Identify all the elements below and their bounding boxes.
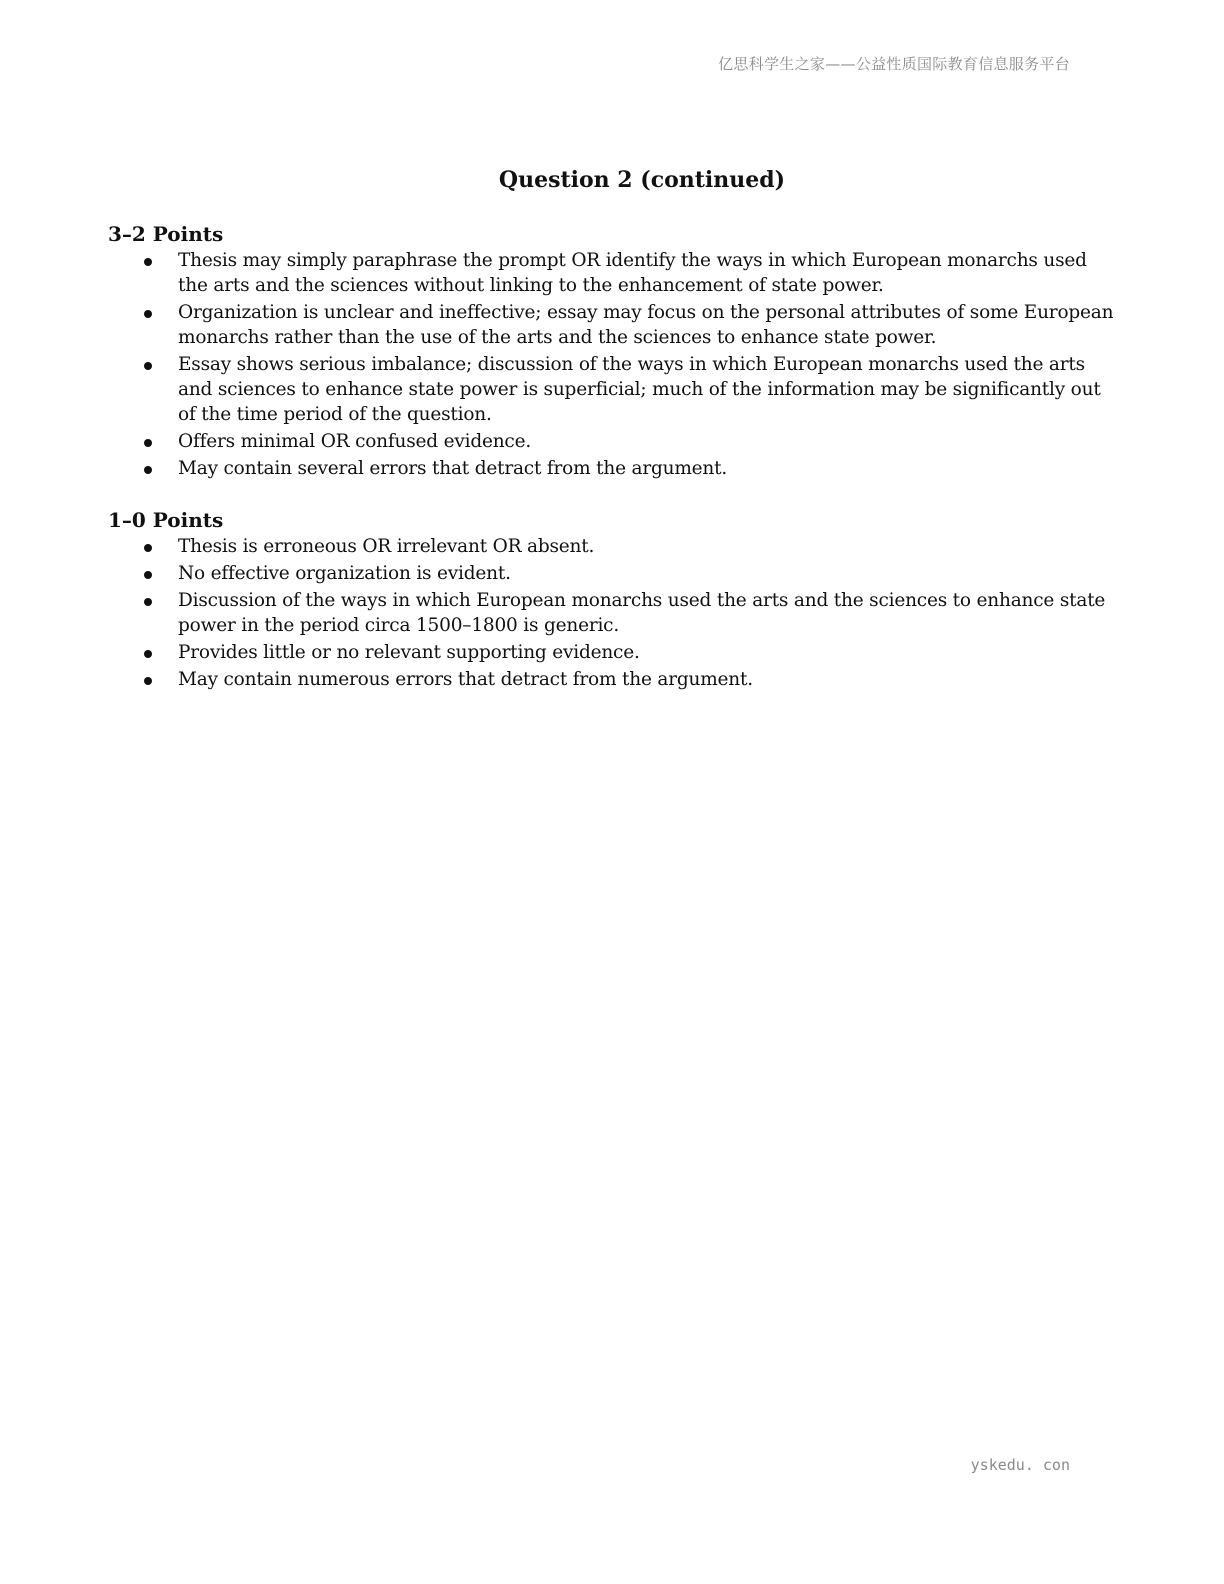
bullet-icon <box>144 310 152 318</box>
bullet-icon <box>144 439 152 447</box>
bullet-icon <box>144 650 152 658</box>
header-site-note: 亿思科学生之家——公益性质国际教育信息服务平台 <box>718 55 1070 73</box>
list-item <box>108 640 1118 665</box>
list-item <box>108 248 1118 298</box>
bullet-icon <box>144 466 152 474</box>
list-item <box>108 352 1118 427</box>
list-item-text: No effective organization is evident. <box>178 563 511 584</box>
list-item <box>108 588 1118 638</box>
bullet-icon <box>144 677 152 685</box>
scoring-section-1-0 <box>108 506 1118 694</box>
list-item-text: Discussion of the ways in which European monarchs used the arts and the sciences to enhance state power in the period circa 1500–1800 is generic. <box>178 590 1106 636</box>
list-item-text: Thesis may simply paraphrase the prompt OR identify the ways in which European monarchs used the arts and the sciences without linking to the enhancement of state power. <box>178 250 1087 296</box>
page-title: Question 2 (continued) <box>498 167 786 193</box>
list-item-text: May contain several errors that detract from the argument. <box>178 458 728 479</box>
criteria-list <box>108 248 1118 481</box>
list-item-text: Thesis is erroneous OR irrelevant OR absent. <box>178 536 595 557</box>
criteria-list <box>108 534 1118 692</box>
list-item-text: Provides little or no relevant supporting evidence. <box>178 642 640 663</box>
bullet-icon <box>144 362 152 370</box>
list-item-text: May contain numerous errors that detract from the argument. <box>178 669 753 690</box>
list-item-text: Essay shows serious imbalance; discussion of the ways in which European monarchs used the arts and sciences to enhance state power is superficial; much of the information may be significantly out of the time period of the question. <box>178 354 1101 425</box>
list-item <box>108 561 1118 586</box>
list-item <box>108 667 1118 692</box>
bullet-icon <box>144 258 152 266</box>
footer-site-url: yskedu. con <box>970 1456 1070 1474</box>
list-item <box>108 534 1118 559</box>
scoring-section-3-2 <box>108 220 1118 483</box>
bullet-icon <box>144 544 152 552</box>
section-heading: 1–0 Points <box>108 508 224 532</box>
bullet-icon <box>144 571 152 579</box>
bullet-icon <box>144 598 152 606</box>
list-item <box>108 300 1118 350</box>
list-item <box>108 456 1118 481</box>
list-item <box>108 429 1118 454</box>
list-item-text: Organization is unclear and ineffective; essay may focus on the personal attributes of some European monarchs rather than the use of the arts and the sciences to enhance state power. <box>178 302 1114 348</box>
list-item-text: Offers minimal OR confused evidence. <box>178 431 532 452</box>
section-heading: 3–2 Points <box>108 222 224 246</box>
